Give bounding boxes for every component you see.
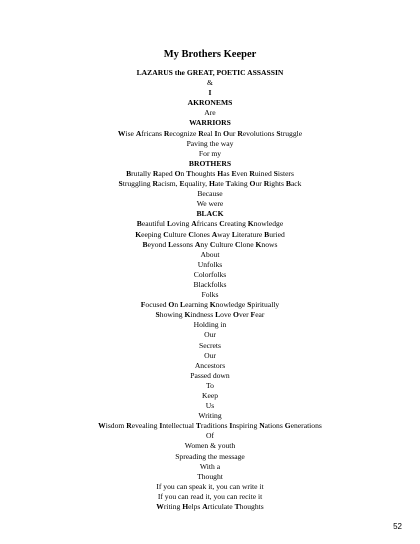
poem-line: & xyxy=(207,78,213,88)
poem-body xyxy=(0,68,420,512)
poem-line: Holding in xyxy=(193,320,227,330)
poem-line: Brutally Raped On Thoughts Has Even Ruined Sisters xyxy=(126,168,294,178)
poem-line: If you can read it, you can recite it xyxy=(157,491,263,501)
poem-line: Blackfolks xyxy=(193,279,227,289)
poem-line: I xyxy=(208,88,212,98)
poem-line: Writing xyxy=(198,411,222,421)
poem-line: For my xyxy=(198,148,222,158)
poem-line: Showing Kindness Love Over Fear xyxy=(155,310,265,320)
poem-line: Folks xyxy=(201,290,219,300)
poem-line: Our xyxy=(204,330,216,340)
poem-line: With a xyxy=(199,461,221,471)
poem-title: My Brothers Keeper xyxy=(163,49,257,60)
poem-line: BROTHERS xyxy=(188,158,232,168)
poem-line: Keep xyxy=(201,391,219,400)
poem-line: Secrets xyxy=(199,340,221,350)
poem-line: Unfolks xyxy=(197,259,223,269)
poem-line: Thought xyxy=(197,471,223,481)
poem-line: Keeping Culture Clones Away Literature Buried xyxy=(135,229,285,239)
page-number: 52 xyxy=(393,522,402,531)
poem-line: Beautiful Loving Africans Creating Knowledge xyxy=(136,219,284,229)
poem-line: WARRIORS xyxy=(189,118,231,128)
poem-line: Women & youth xyxy=(184,441,236,451)
poem-line: AKRONEMS xyxy=(187,98,233,108)
poem-line: Writing Helps Articulate Thoughts xyxy=(156,502,264,512)
poem-line: LAZARUS the GREAT, POETIC ASSASSIN xyxy=(136,68,284,77)
poem-line: Because xyxy=(197,189,223,199)
poem-line: Spreading the message xyxy=(175,451,245,461)
poem-line: Of xyxy=(205,431,214,441)
poem-line: Colorfolks xyxy=(193,269,227,279)
poem-line: To xyxy=(206,380,214,390)
poem-line: If you can speak it, you can write it xyxy=(156,481,264,491)
poem-line: Paving the way xyxy=(186,138,234,148)
poem-line: Wise Africans Recognize Real In Our Revolutions Struggle xyxy=(117,128,303,138)
poem-line: Our xyxy=(204,350,216,360)
poem-line: Ancestors xyxy=(194,360,226,370)
poem-line: About xyxy=(200,249,220,259)
poem-line: Us xyxy=(205,401,215,411)
poem-line: Beyond Lessons Any Culture Clone Knows xyxy=(142,239,278,249)
poem-line: Are xyxy=(204,108,216,118)
poem-line: We were xyxy=(196,199,224,209)
poem-line: Passed down xyxy=(190,370,230,380)
poem-line: Wisdom Revealing Intellectual Traditions Inspiring Nations Generations xyxy=(98,421,322,431)
poem-line: Struggling Racism, Equality, Hate Taking Our Rights Back xyxy=(118,179,302,189)
poem-line: Focused On Learning Knowledge Spiritually xyxy=(140,300,280,310)
poem-line: BLACK xyxy=(196,209,224,219)
